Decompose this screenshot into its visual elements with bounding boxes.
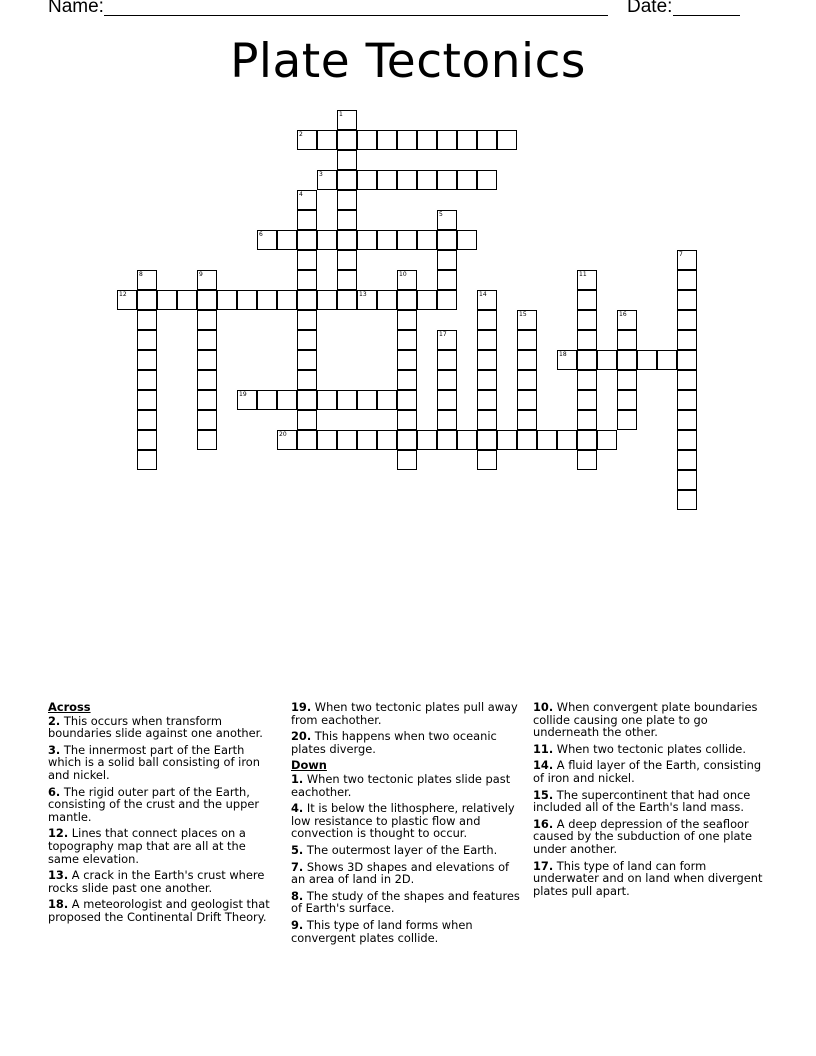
clues-column-2 [291, 701, 525, 948]
grid-cell[interactable] [137, 430, 157, 450]
clue-number: 16 [619, 311, 627, 318]
grid-cell[interactable] [317, 430, 337, 450]
clue-number: 17. [533, 858, 554, 873]
grid-cell[interactable] [617, 330, 637, 350]
clue-number: 14 [479, 291, 487, 298]
grid-cell[interactable] [577, 310, 597, 330]
grid-cell[interactable] [337, 250, 357, 270]
down-clue [533, 789, 769, 814]
grid-cell[interactable] [437, 430, 457, 450]
clue-number: 18. [48, 897, 69, 912]
clue-number: 15. [533, 787, 554, 802]
grid-cell[interactable] [477, 430, 497, 450]
grid-cell[interactable] [137, 310, 157, 330]
grid-cell[interactable] [577, 410, 597, 430]
grid-cell[interactable] [437, 370, 457, 390]
grid-cell[interactable] [617, 410, 637, 430]
grid-cell[interactable] [637, 350, 657, 370]
grid-cell[interactable] [537, 430, 557, 450]
clue-number: 7. [291, 859, 304, 874]
grid-cell[interactable] [197, 370, 217, 390]
grid-cell[interactable] [257, 290, 277, 310]
grid-cell[interactable] [677, 350, 697, 370]
grid-cell[interactable] [597, 350, 617, 370]
clue-text: A crack in the Earth's crust where rocks slide past one another. [48, 868, 265, 895]
grid-cell[interactable] [237, 290, 257, 310]
down-clue [533, 759, 769, 784]
grid-cell[interactable] [437, 170, 457, 190]
clue-number: 20 [279, 431, 287, 438]
clue-number: 12 [119, 291, 127, 298]
down-clue [533, 743, 769, 756]
grid-cell[interactable] [297, 410, 317, 430]
clue-number: 2 [299, 131, 303, 138]
grid-cell[interactable] [337, 290, 357, 310]
grid-cell[interactable] [137, 370, 157, 390]
grid-cell[interactable] [357, 430, 377, 450]
clue-text: The study of the shapes and features of Earth's surface. [291, 888, 520, 916]
grid-cell[interactable] [397, 330, 417, 350]
clue-text: The supercontinent that had once included all of the Earth's land mass. [533, 787, 751, 815]
grid-cell[interactable] [677, 490, 697, 510]
down-clue [533, 860, 769, 898]
grid-cell[interactable] [617, 390, 637, 410]
grid-cell[interactable] [197, 330, 217, 350]
grid-cell[interactable] [197, 310, 217, 330]
grid-cell[interactable] [437, 290, 457, 310]
grid-cell[interactable] [577, 450, 597, 470]
clue-number: 10. [533, 700, 554, 714]
grid-cell[interactable] [477, 350, 497, 370]
clue-number: 17 [439, 331, 447, 338]
grid-cell[interactable] [517, 370, 537, 390]
across-clue [48, 744, 280, 782]
grid-cell[interactable] [497, 130, 517, 150]
grid-cell[interactable] [517, 390, 537, 410]
grid-cell[interactable] [457, 130, 477, 150]
page-title: Plate Tectonics [230, 34, 586, 89]
grid-cell[interactable] [197, 290, 217, 310]
clue-text: This type of land can form underwater and on land when divergent plates pull apart. [533, 858, 763, 898]
across-clue [48, 869, 280, 894]
grid-cell[interactable] [397, 310, 417, 330]
grid-cell[interactable] [317, 390, 337, 410]
grid-cell[interactable] [317, 130, 337, 150]
clue-number: 5 [439, 211, 443, 218]
clue-number: 9. [291, 917, 304, 932]
down-clue [291, 844, 525, 857]
grid-cell[interactable] [357, 170, 377, 190]
grid-cell[interactable] [297, 310, 317, 330]
down-clue [291, 802, 525, 840]
grid-cell[interactable] [677, 410, 697, 430]
grid-cell[interactable] [277, 290, 297, 310]
grid-cell[interactable] [677, 470, 697, 490]
grid-cell[interactable] [437, 230, 457, 250]
clue-number: 6. [48, 784, 61, 799]
clue-text: The rigid outer part of the Earth, consisting of the crust and the upper mantle. [48, 784, 260, 824]
down-clue [291, 861, 525, 886]
clue-number: 14. [533, 758, 554, 773]
grid-cell[interactable] [297, 210, 317, 230]
clue-number: 8 [139, 271, 143, 278]
clue-number: 20. [291, 729, 312, 744]
grid-cell[interactable] [337, 210, 357, 230]
grid-cell[interactable] [177, 290, 197, 310]
clue-number: 5. [291, 842, 304, 857]
grid-cell[interactable] [137, 330, 157, 350]
clue-text: The innermost part of the Earth which is a solid ball consisting of iron and nickel. [48, 742, 260, 782]
grid-cell[interactable] [377, 290, 397, 310]
clue-text: Shows 3D shapes and elevations of an area of land in 2D. [291, 859, 510, 887]
grid-cell[interactable] [577, 430, 597, 450]
grid-cell[interactable] [137, 350, 157, 370]
grid-cell[interactable] [337, 150, 357, 170]
across-clue [48, 715, 280, 740]
clue-number: 15 [519, 311, 527, 318]
grid-cell[interactable] [477, 370, 497, 390]
grid-cell[interactable] [297, 330, 317, 350]
across-clue [48, 786, 280, 824]
grid-cell[interactable] [677, 430, 697, 450]
grid-cell[interactable] [397, 130, 417, 150]
clue-number: 4 [299, 191, 303, 198]
clue-text: A deep depression of the seafloor caused by the subduction of one plate under another. [533, 816, 752, 856]
grid-cell[interactable] [397, 370, 417, 390]
grid-cell[interactable] [297, 370, 317, 390]
grid-cell[interactable] [297, 290, 317, 310]
grid-cell[interactable] [337, 270, 357, 290]
grid-cell[interactable] [297, 230, 317, 250]
grid-cell[interactable] [377, 170, 397, 190]
grid-cell[interactable] [417, 230, 437, 250]
grid-cell[interactable] [297, 430, 317, 450]
clue-text: A meteorologist and geologist that proposed the Continental Drift Theory. [48, 897, 270, 924]
clue-text: A fluid layer of the Earth, consisting of iron and nickel. [533, 758, 762, 785]
grid-cell[interactable] [477, 410, 497, 430]
grid-cell[interactable] [197, 390, 217, 410]
grid-cell[interactable] [377, 390, 397, 410]
grid-cell[interactable] [557, 430, 577, 450]
grid-cell[interactable] [437, 270, 457, 290]
grid-cell[interactable] [137, 290, 157, 310]
clue-number: 3. [48, 742, 61, 757]
grid-cell[interactable] [577, 290, 597, 310]
grid-cell[interactable] [477, 330, 497, 350]
clue-number: 2. [48, 713, 61, 728]
grid-cell[interactable] [577, 390, 597, 410]
grid-cell[interactable] [677, 370, 697, 390]
grid-cell[interactable] [477, 130, 497, 150]
clue-number: 18 [559, 351, 567, 358]
grid-cell[interactable] [197, 350, 217, 370]
grid-cell[interactable] [397, 410, 417, 430]
grid-cell[interactable] [617, 350, 637, 370]
clue-number: 1 [339, 111, 343, 118]
grid-cell[interactable] [517, 410, 537, 430]
grid-cell[interactable] [297, 250, 317, 270]
down-clue [291, 773, 525, 798]
grid-cell[interactable] [337, 130, 357, 150]
clue-text: This occurs when transform boundaries slide against one another. [48, 713, 263, 741]
clue-text: When two tectonic plates collide. [553, 741, 746, 756]
grid-cell[interactable] [377, 130, 397, 150]
grid-cell[interactable] [457, 430, 477, 450]
clue-text: When convergent plate boundaries collide causing one plate to go underneath the other. [533, 700, 758, 740]
clue-text: When two tectonic plates pull away from eachother. [291, 700, 518, 727]
clue-text: This happens when two oceanic plates diverge. [291, 729, 497, 756]
grid-cell[interactable] [657, 350, 677, 370]
clue-text: This type of land forms when convergent plates collide. [291, 917, 473, 945]
down-clue [533, 818, 769, 856]
grid-cell[interactable] [397, 170, 417, 190]
grid-cell[interactable] [397, 290, 417, 310]
grid-cell[interactable] [677, 290, 697, 310]
clue-number: 12. [48, 826, 69, 841]
grid-cell[interactable] [137, 450, 157, 470]
down-clue [533, 701, 769, 739]
across-clue [291, 730, 525, 755]
grid-cell[interactable] [617, 370, 637, 390]
grid-cell[interactable] [157, 290, 177, 310]
grid-cell[interactable] [297, 390, 317, 410]
grid-cell[interactable] [577, 350, 597, 370]
grid-cell[interactable] [197, 410, 217, 430]
grid-cell[interactable] [417, 430, 437, 450]
grid-cell[interactable] [257, 390, 277, 410]
grid-cell[interactable] [677, 270, 697, 290]
clue-number: 4. [291, 801, 304, 816]
clues-column-1 [48, 701, 280, 928]
grid-cell[interactable] [397, 450, 417, 470]
grid-cell[interactable] [457, 230, 477, 250]
clue-number: 13. [48, 868, 69, 883]
grid-cell[interactable] [357, 130, 377, 150]
grid-cell[interactable] [437, 130, 457, 150]
grid-cell[interactable] [277, 230, 297, 250]
grid-cell[interactable] [377, 230, 397, 250]
grid-cell[interactable] [217, 290, 237, 310]
clue-number: 16. [533, 816, 554, 831]
grid-cell[interactable] [337, 230, 357, 250]
name-label: Name: [48, 0, 104, 17]
grid-cell[interactable] [337, 190, 357, 210]
grid-cell[interactable] [277, 390, 297, 410]
grid-cell[interactable] [457, 170, 477, 190]
clue-number: 13 [359, 291, 367, 298]
grid-cell[interactable] [317, 290, 337, 310]
clue-number: 19 [239, 391, 247, 398]
grid-cell[interactable] [357, 390, 377, 410]
grid-cell[interactable] [477, 450, 497, 470]
grid-cell[interactable] [677, 390, 697, 410]
across-heading: Across [48, 700, 91, 714]
grid-cell[interactable] [677, 310, 697, 330]
grid-cell[interactable] [497, 430, 517, 450]
grid-cell[interactable] [577, 330, 597, 350]
clue-number: 11. [533, 741, 554, 756]
grid-cell[interactable] [357, 230, 377, 250]
grid-cell[interactable] [437, 250, 457, 270]
down-heading: Down [291, 758, 327, 773]
across-clue [48, 898, 280, 923]
clue-text: The outermost layer of the Earth. [303, 842, 498, 857]
clue-number: 10 [399, 271, 407, 278]
grid-cell[interactable] [397, 430, 417, 450]
clue-text: It is below the lithosphere, relatively low resistance to plastic flow and convection is thought to occur. [291, 801, 515, 841]
grid-cell[interactable] [677, 330, 697, 350]
grid-cell[interactable] [417, 170, 437, 190]
date-label: Date: [627, 0, 673, 17]
grid-cell[interactable] [397, 230, 417, 250]
across-clue [48, 827, 280, 865]
grid-cell[interactable] [577, 370, 597, 390]
grid-cell[interactable] [337, 430, 357, 450]
grid-cell[interactable] [517, 350, 537, 370]
grid-cell[interactable] [397, 390, 417, 410]
grid-cell[interactable] [437, 390, 457, 410]
grid-cell[interactable] [137, 410, 157, 430]
across-clue [291, 701, 525, 726]
grid-cell[interactable] [397, 350, 417, 370]
grid-cell[interactable] [197, 430, 217, 450]
clue-number: 9 [199, 271, 203, 278]
grid-cell[interactable] [477, 310, 497, 330]
grid-cell[interactable] [417, 130, 437, 150]
grid-cell[interactable] [337, 170, 357, 190]
clue-number: 8. [291, 888, 304, 903]
clue-number: 3 [319, 171, 323, 178]
grid-cell[interactable] [517, 430, 537, 450]
clue-number: 19. [291, 700, 312, 714]
clues-column-3 [533, 701, 769, 901]
grid-cell[interactable] [517, 330, 537, 350]
clue-number: 6 [259, 231, 263, 238]
grid-cell[interactable] [677, 450, 697, 470]
grid-cell[interactable] [297, 350, 317, 370]
grid-cell[interactable] [437, 350, 457, 370]
grid-cell[interactable] [337, 390, 357, 410]
grid-cell[interactable] [317, 230, 337, 250]
grid-cell[interactable] [417, 290, 437, 310]
clue-text: When two tectonic plates slide past eachother. [291, 771, 511, 799]
grid-cell[interactable] [477, 390, 497, 410]
grid-cell[interactable] [437, 410, 457, 430]
clue-text: Lines that connect places on a topography map that are all at the same elevation. [48, 826, 246, 866]
grid-cell[interactable] [377, 430, 397, 450]
grid-cell[interactable] [597, 430, 617, 450]
clue-number: 11 [579, 271, 587, 278]
grid-cell[interactable] [477, 170, 497, 190]
down-clue [291, 890, 525, 915]
clue-number: 1. [291, 771, 304, 786]
grid-cell[interactable] [297, 270, 317, 290]
grid-cell[interactable] [137, 390, 157, 410]
down-clue [291, 919, 525, 944]
clue-number: 7 [679, 251, 683, 258]
